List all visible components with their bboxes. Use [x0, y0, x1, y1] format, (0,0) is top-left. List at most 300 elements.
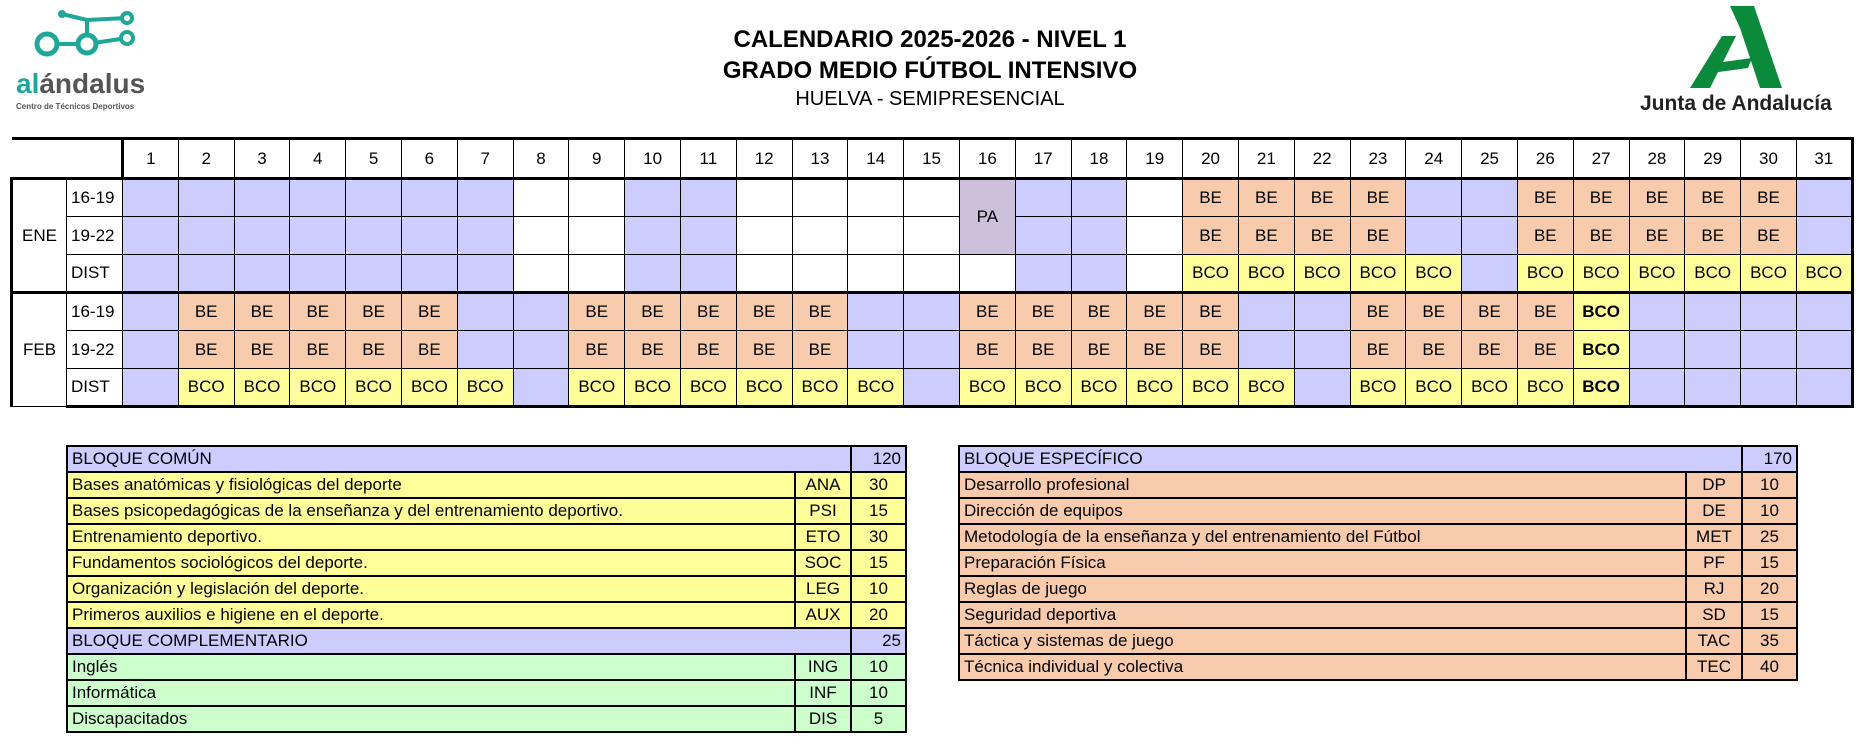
subject-name: Preparación Física — [959, 550, 1686, 576]
calendar-cell — [513, 293, 569, 331]
day-header: 17 — [1015, 139, 1071, 179]
calendar-cell — [1127, 331, 1183, 369]
calendar-cell — [904, 255, 960, 293]
session-code: BCO — [578, 377, 616, 396]
subject-hours: 15 — [851, 498, 906, 524]
calendar-cell — [457, 331, 513, 369]
calendar-cell — [123, 331, 179, 369]
calendar-cell — [346, 255, 402, 293]
day-header: 16 — [959, 139, 1015, 179]
calendar-cell — [1741, 293, 1797, 331]
calendar-cell — [1071, 255, 1127, 293]
subject-row — [67, 680, 906, 706]
subject-row — [67, 706, 906, 732]
calendar-cell — [1796, 331, 1852, 369]
session-code: BCO — [243, 377, 281, 396]
calendar-cell — [959, 331, 1015, 369]
time-slot-label: 19-22 — [67, 331, 123, 369]
calendar-cell — [1406, 179, 1462, 217]
calendar-cell — [736, 255, 792, 293]
alandalus-logo — [12, 8, 162, 111]
calendar-cell — [1294, 179, 1350, 217]
session-code: BE — [1199, 339, 1222, 359]
calendar-cell — [1741, 255, 1797, 293]
calendar-cell — [1015, 331, 1071, 369]
session-code: BE — [1701, 225, 1725, 245]
calendar-cell — [290, 255, 346, 293]
session-code: BCO — [1359, 377, 1397, 396]
calendar-cell — [1238, 255, 1294, 293]
calendar-cell — [904, 293, 960, 331]
session-code: BCO — [355, 377, 392, 396]
calendar-cell — [792, 293, 848, 331]
calendar-cell — [1238, 179, 1294, 217]
time-slot-label: DIST — [67, 255, 123, 293]
bloque-especifico-title: BLOQUE ESPECÍFICO — [959, 446, 1742, 472]
session-code: BCO — [1526, 377, 1564, 396]
day-header: 29 — [1685, 139, 1741, 179]
calendar-cell — [1462, 179, 1518, 217]
calendar-cell — [234, 217, 290, 255]
session-code: BE — [306, 339, 330, 359]
subject-name: Organización y legislación del deporte. — [67, 576, 795, 602]
calendar-cell — [1517, 179, 1573, 217]
calendar-cell — [1462, 217, 1518, 255]
day-header: 24 — [1406, 139, 1462, 179]
day-header: 15 — [904, 139, 960, 179]
calendar-cell — [1796, 179, 1852, 217]
calendar-cell — [457, 369, 513, 407]
day-header: 8 — [513, 139, 569, 179]
subject-row — [959, 576, 1797, 602]
junta-a-icon — [1682, 6, 1792, 91]
calendar-cell — [848, 331, 904, 369]
calendar-cell — [123, 217, 179, 255]
session-code: BCO — [1638, 263, 1676, 282]
subject-row — [959, 550, 1797, 576]
brand-subtitle: Centro de Técnicos Deportivos — [16, 102, 135, 111]
session-code: BE — [976, 302, 999, 321]
session-code: BCO — [1192, 263, 1229, 282]
day-header: 1 — [123, 139, 179, 179]
calendar-cell — [1238, 293, 1294, 331]
calendar-cell — [123, 369, 179, 407]
subject-name: Bases psicopedagógicas de la enseñanza y del entrenamiento deportivo. — [67, 498, 795, 524]
calendar-cell — [346, 369, 402, 407]
day-header: 2 — [178, 139, 234, 179]
session-code: PA — [976, 207, 999, 226]
calendar-cell — [1127, 369, 1183, 407]
subject-code: ING — [795, 654, 851, 680]
subject-hours: 15 — [1742, 550, 1797, 576]
calendar-cell — [959, 369, 1015, 407]
calendar-cell — [1350, 217, 1406, 255]
calendar-cell — [123, 179, 179, 217]
session-code: BE — [1533, 225, 1557, 245]
session-code: BE — [1645, 188, 1669, 207]
session-code: BE — [418, 302, 441, 321]
calendar-cell — [736, 293, 792, 331]
calendar-cell — [1183, 369, 1239, 407]
session-code: BE — [1366, 302, 1390, 321]
calendar-cell — [290, 369, 346, 407]
calendar-cell — [178, 331, 234, 369]
session-code: BE — [976, 339, 999, 359]
bloque-complementario-total-hours: 25 — [851, 628, 906, 654]
session-code: BCO — [1526, 263, 1564, 282]
session-code: BE — [1366, 339, 1390, 359]
session-code: BE — [641, 302, 664, 321]
calendar-cell — [1238, 331, 1294, 369]
calendar-cell — [736, 331, 792, 369]
subject-hours: 15 — [1742, 602, 1797, 628]
subject-row — [959, 628, 1797, 654]
session-code: BCO — [187, 377, 225, 396]
subject-row — [67, 472, 906, 498]
time-slot-label: 16-19 — [67, 179, 123, 217]
day-header: 7 — [457, 139, 513, 179]
calendar-cell — [1183, 217, 1239, 255]
calendar-cell — [1462, 331, 1518, 369]
calendar-cell — [1406, 293, 1462, 331]
subject-name: Técnica individual y colectiva — [959, 654, 1686, 680]
calendar-cell — [736, 369, 792, 407]
day-header: 6 — [401, 139, 457, 179]
day-header: 21 — [1238, 139, 1294, 179]
calendar-cell — [1741, 369, 1797, 407]
session-code: BE — [1589, 225, 1613, 245]
calendar-cell — [1517, 293, 1573, 331]
calendar-cell — [848, 255, 904, 293]
month-label: FEB — [12, 293, 67, 407]
calendar-cell — [290, 331, 346, 369]
calendar-cell — [1350, 369, 1406, 407]
calendar-cell — [513, 369, 569, 407]
calendar-cell — [290, 293, 346, 331]
calendar-cell — [346, 293, 402, 331]
session-code: BE — [808, 339, 832, 359]
calendar-cell — [123, 255, 179, 293]
subject-name: Fundamentos sociológicos del deporte. — [67, 550, 795, 576]
calendar-cell — [1517, 369, 1573, 407]
calendar-cell — [959, 293, 1015, 331]
bloque-comun-title: BLOQUE COMÚN — [67, 446, 851, 472]
subject-code: SOC — [795, 550, 851, 576]
subject-code: DIS — [795, 706, 851, 732]
calendar-cell — [959, 255, 1015, 293]
calendar-cell — [178, 369, 234, 407]
calendar-cell — [625, 369, 681, 407]
session-code: BE — [1254, 188, 1278, 207]
calendar-cell — [513, 255, 569, 293]
calendar-cell — [1294, 331, 1350, 369]
session-code: BCO — [1136, 377, 1174, 396]
calendar-cell — [1685, 179, 1741, 217]
calendar-cell — [1517, 217, 1573, 255]
day-header: 20 — [1183, 139, 1239, 179]
session-code: BE — [1143, 339, 1167, 359]
subject-name: Reglas de juego — [959, 576, 1686, 602]
calendar-cell — [401, 179, 457, 217]
calendar-cell — [1406, 255, 1462, 293]
subject-hours: 10 — [851, 654, 906, 680]
calendar-cell — [1294, 255, 1350, 293]
subject-code: ANA — [795, 472, 851, 498]
subject-row — [67, 524, 906, 550]
calendar-cell — [1685, 255, 1741, 293]
day-header: 10 — [625, 139, 681, 179]
calendar-cell — [1350, 331, 1406, 369]
session-code: BE — [362, 339, 385, 359]
session-code: BE — [1031, 339, 1055, 359]
subject-hours: 10 — [851, 680, 906, 706]
session-code: BE — [306, 302, 330, 321]
session-code: BCO — [1303, 263, 1341, 282]
calendar-cell — [680, 369, 736, 407]
calendar-cell — [569, 293, 625, 331]
calendar-cell — [178, 293, 234, 331]
corner-blank — [12, 139, 67, 179]
session-code: BCO — [1471, 377, 1508, 396]
calendar-cell — [792, 217, 848, 255]
session-code: BE — [1757, 188, 1780, 207]
session-code: BCO — [1247, 377, 1285, 396]
subject-hours: 15 — [851, 550, 906, 576]
day-header: 23 — [1350, 139, 1406, 179]
calendar-cell — [1406, 369, 1462, 407]
session-code: BE — [808, 302, 832, 321]
subject-name: Bases anatómicas y fisiológicas del deporte — [67, 472, 795, 498]
day-header: 27 — [1573, 139, 1629, 179]
calendar-cell — [569, 331, 625, 369]
session-code: BCO — [1582, 377, 1620, 396]
calendar-cell — [401, 217, 457, 255]
session-code: BE — [1143, 302, 1167, 321]
calendar-cell — [1127, 217, 1183, 255]
session-code: BE — [585, 302, 609, 321]
calendar-cell — [1517, 331, 1573, 369]
calendar-cell — [904, 369, 960, 407]
subject-code: TAC — [1686, 628, 1742, 654]
bloque-complementario-title: BLOQUE COMPLEMENTARIO — [67, 628, 851, 654]
day-header: 22 — [1294, 139, 1350, 179]
calendar-cell — [792, 179, 848, 217]
session-code: BCO — [1582, 302, 1620, 321]
calendar-cell — [401, 293, 457, 331]
day-header: 9 — [569, 139, 625, 179]
session-code: BE — [1366, 225, 1390, 245]
calendar-cell — [290, 217, 346, 255]
subject-code: PF — [1686, 550, 1742, 576]
month-label: ENE — [12, 179, 67, 293]
calendar-cell — [401, 255, 457, 293]
calendar-cell — [1629, 255, 1685, 293]
day-header: 25 — [1462, 139, 1518, 179]
subject-hours: 25 — [1742, 524, 1797, 550]
calendar-cell — [1685, 331, 1741, 369]
day-header: 12 — [736, 139, 792, 179]
calendar-cell — [457, 255, 513, 293]
calendar-cell — [1796, 369, 1852, 407]
calendar-cell — [1462, 293, 1518, 331]
title-line-2: GRADO MEDIO FÚTBOL INTENSIVO — [722, 57, 1138, 84]
calendar-cell — [625, 217, 681, 255]
session-code: BCO — [1750, 263, 1787, 282]
session-code: BE — [1199, 302, 1222, 321]
calendar-cell — [1350, 179, 1406, 217]
session-code: BE — [697, 339, 720, 359]
calendar-cell — [1015, 217, 1071, 255]
calendar-cell — [234, 369, 290, 407]
calendar-cell — [680, 331, 736, 369]
calendar-cell — [1015, 293, 1071, 331]
calendar-cell — [1573, 293, 1629, 331]
subject-name: Inglés — [67, 654, 795, 680]
network-logo-icon — [27, 8, 157, 68]
calendar-cell — [680, 255, 736, 293]
calendar-cell — [1573, 369, 1629, 407]
calendar-cell — [569, 179, 625, 217]
time-slot-label: 19-22 — [67, 217, 123, 255]
bloque-comun-table — [66, 445, 907, 733]
session-code: BCO — [1080, 377, 1118, 396]
calendar-cell — [569, 255, 625, 293]
calendar-cell — [1629, 369, 1685, 407]
session-code: BE — [1310, 188, 1334, 207]
calendar-cell — [401, 369, 457, 407]
calendar-cell — [904, 179, 960, 217]
calendar-cell — [1238, 369, 1294, 407]
session-code: BE — [194, 339, 218, 359]
subject-row — [959, 602, 1797, 628]
subject-code: AUX — [795, 602, 851, 628]
subject-name: Primeros auxilios e higiene en el deporte. — [67, 602, 795, 628]
calendar-cell — [680, 217, 736, 255]
calendar-cell — [625, 255, 681, 293]
bloque-especifico-total-hours: 170 — [1742, 446, 1797, 472]
calendar-cell — [625, 293, 681, 331]
title-line-3: HUELVA - SEMIPRESENCIAL — [795, 88, 1065, 110]
day-header: 28 — [1629, 139, 1685, 179]
day-header: 18 — [1071, 139, 1127, 179]
subject-row — [959, 524, 1797, 550]
day-header: 4 — [290, 139, 346, 179]
subject-code: SD — [1686, 602, 1742, 628]
session-code: BCO — [1582, 263, 1620, 282]
session-code: BCO — [1192, 377, 1229, 396]
calendar-cell — [1685, 293, 1741, 331]
session-code: BCO — [410, 377, 448, 396]
calendar-cell — [513, 217, 569, 255]
calendar-cell — [346, 217, 402, 255]
subject-hours: 20 — [1742, 576, 1797, 602]
subject-code: INF — [795, 680, 851, 706]
calendar-cell — [178, 179, 234, 217]
subject-hours: 10 — [1742, 472, 1797, 498]
calendar-cell — [792, 255, 848, 293]
day-header: 19 — [1127, 139, 1183, 179]
calendar-cell — [1685, 369, 1741, 407]
subject-hours: 5 — [851, 706, 906, 732]
subject-row — [959, 654, 1797, 680]
brand-name: alándalus — [16, 68, 146, 99]
calendar-table — [10, 137, 1854, 408]
calendar-cell — [401, 331, 457, 369]
calendar-cell — [1127, 255, 1183, 293]
junta-label: Junta de Andalucía — [1640, 92, 1832, 115]
subject-row — [67, 498, 906, 524]
session-code: BE — [1199, 188, 1222, 207]
calendar-cell — [904, 331, 960, 369]
session-code: BCO — [1247, 263, 1285, 282]
calendar-cell — [625, 179, 681, 217]
calendar-cell — [346, 179, 402, 217]
session-code: BE — [250, 302, 274, 321]
calendar-cell — [1071, 293, 1127, 331]
calendar-cell — [569, 217, 625, 255]
session-code: BE — [1031, 302, 1055, 321]
calendar-cell — [736, 217, 792, 255]
calendar-cell — [1350, 255, 1406, 293]
session-code: BCO — [466, 377, 504, 396]
subject-hours: 10 — [851, 576, 906, 602]
session-code: BE — [418, 339, 441, 359]
calendar-cell — [1294, 217, 1350, 255]
calendar-cell — [290, 179, 346, 217]
session-code: BCO — [968, 377, 1006, 396]
subject-name: Dirección de equipos — [959, 498, 1686, 524]
calendar-cell — [178, 217, 234, 255]
calendar-cell — [1517, 255, 1573, 293]
subject-row — [959, 472, 1797, 498]
calendar-cell — [1071, 331, 1127, 369]
subject-hours: 30 — [851, 524, 906, 550]
calendar-cell — [1573, 331, 1629, 369]
calendar-cell — [178, 255, 234, 293]
calendar-cell — [1127, 179, 1183, 217]
subject-code: DE — [1686, 498, 1742, 524]
calendar-cell — [1462, 255, 1518, 293]
subject-code: RJ — [1686, 576, 1742, 602]
calendar-cell — [1573, 217, 1629, 255]
calendar-cell — [234, 179, 290, 217]
session-code: BE — [1254, 225, 1278, 245]
calendar-cell — [1796, 293, 1852, 331]
subject-hours: 30 — [851, 472, 906, 498]
calendar-cell — [457, 217, 513, 255]
session-code: BE — [1310, 225, 1334, 245]
session-code: BE — [1533, 339, 1557, 359]
session-code: BE — [641, 339, 664, 359]
session-code: BE — [1533, 302, 1557, 321]
calendar-cell — [1015, 369, 1071, 407]
calendar-cell — [234, 255, 290, 293]
calendar-cell — [1294, 369, 1350, 407]
calendar-cell — [1127, 293, 1183, 331]
session-code: BCO — [1694, 263, 1732, 282]
session-code: BE — [1478, 302, 1501, 321]
calendar-cell — [1183, 331, 1239, 369]
calendar-cell — [1015, 179, 1071, 217]
calendar-cell — [848, 369, 904, 407]
session-code: BE — [585, 339, 609, 359]
day-header: 31 — [1796, 139, 1852, 179]
calendar-cell — [1796, 255, 1852, 293]
session-code: BE — [1478, 339, 1501, 359]
subject-hours: 35 — [1742, 628, 1797, 654]
session-code: BE — [1589, 188, 1613, 207]
calendar-cell — [1573, 179, 1629, 217]
